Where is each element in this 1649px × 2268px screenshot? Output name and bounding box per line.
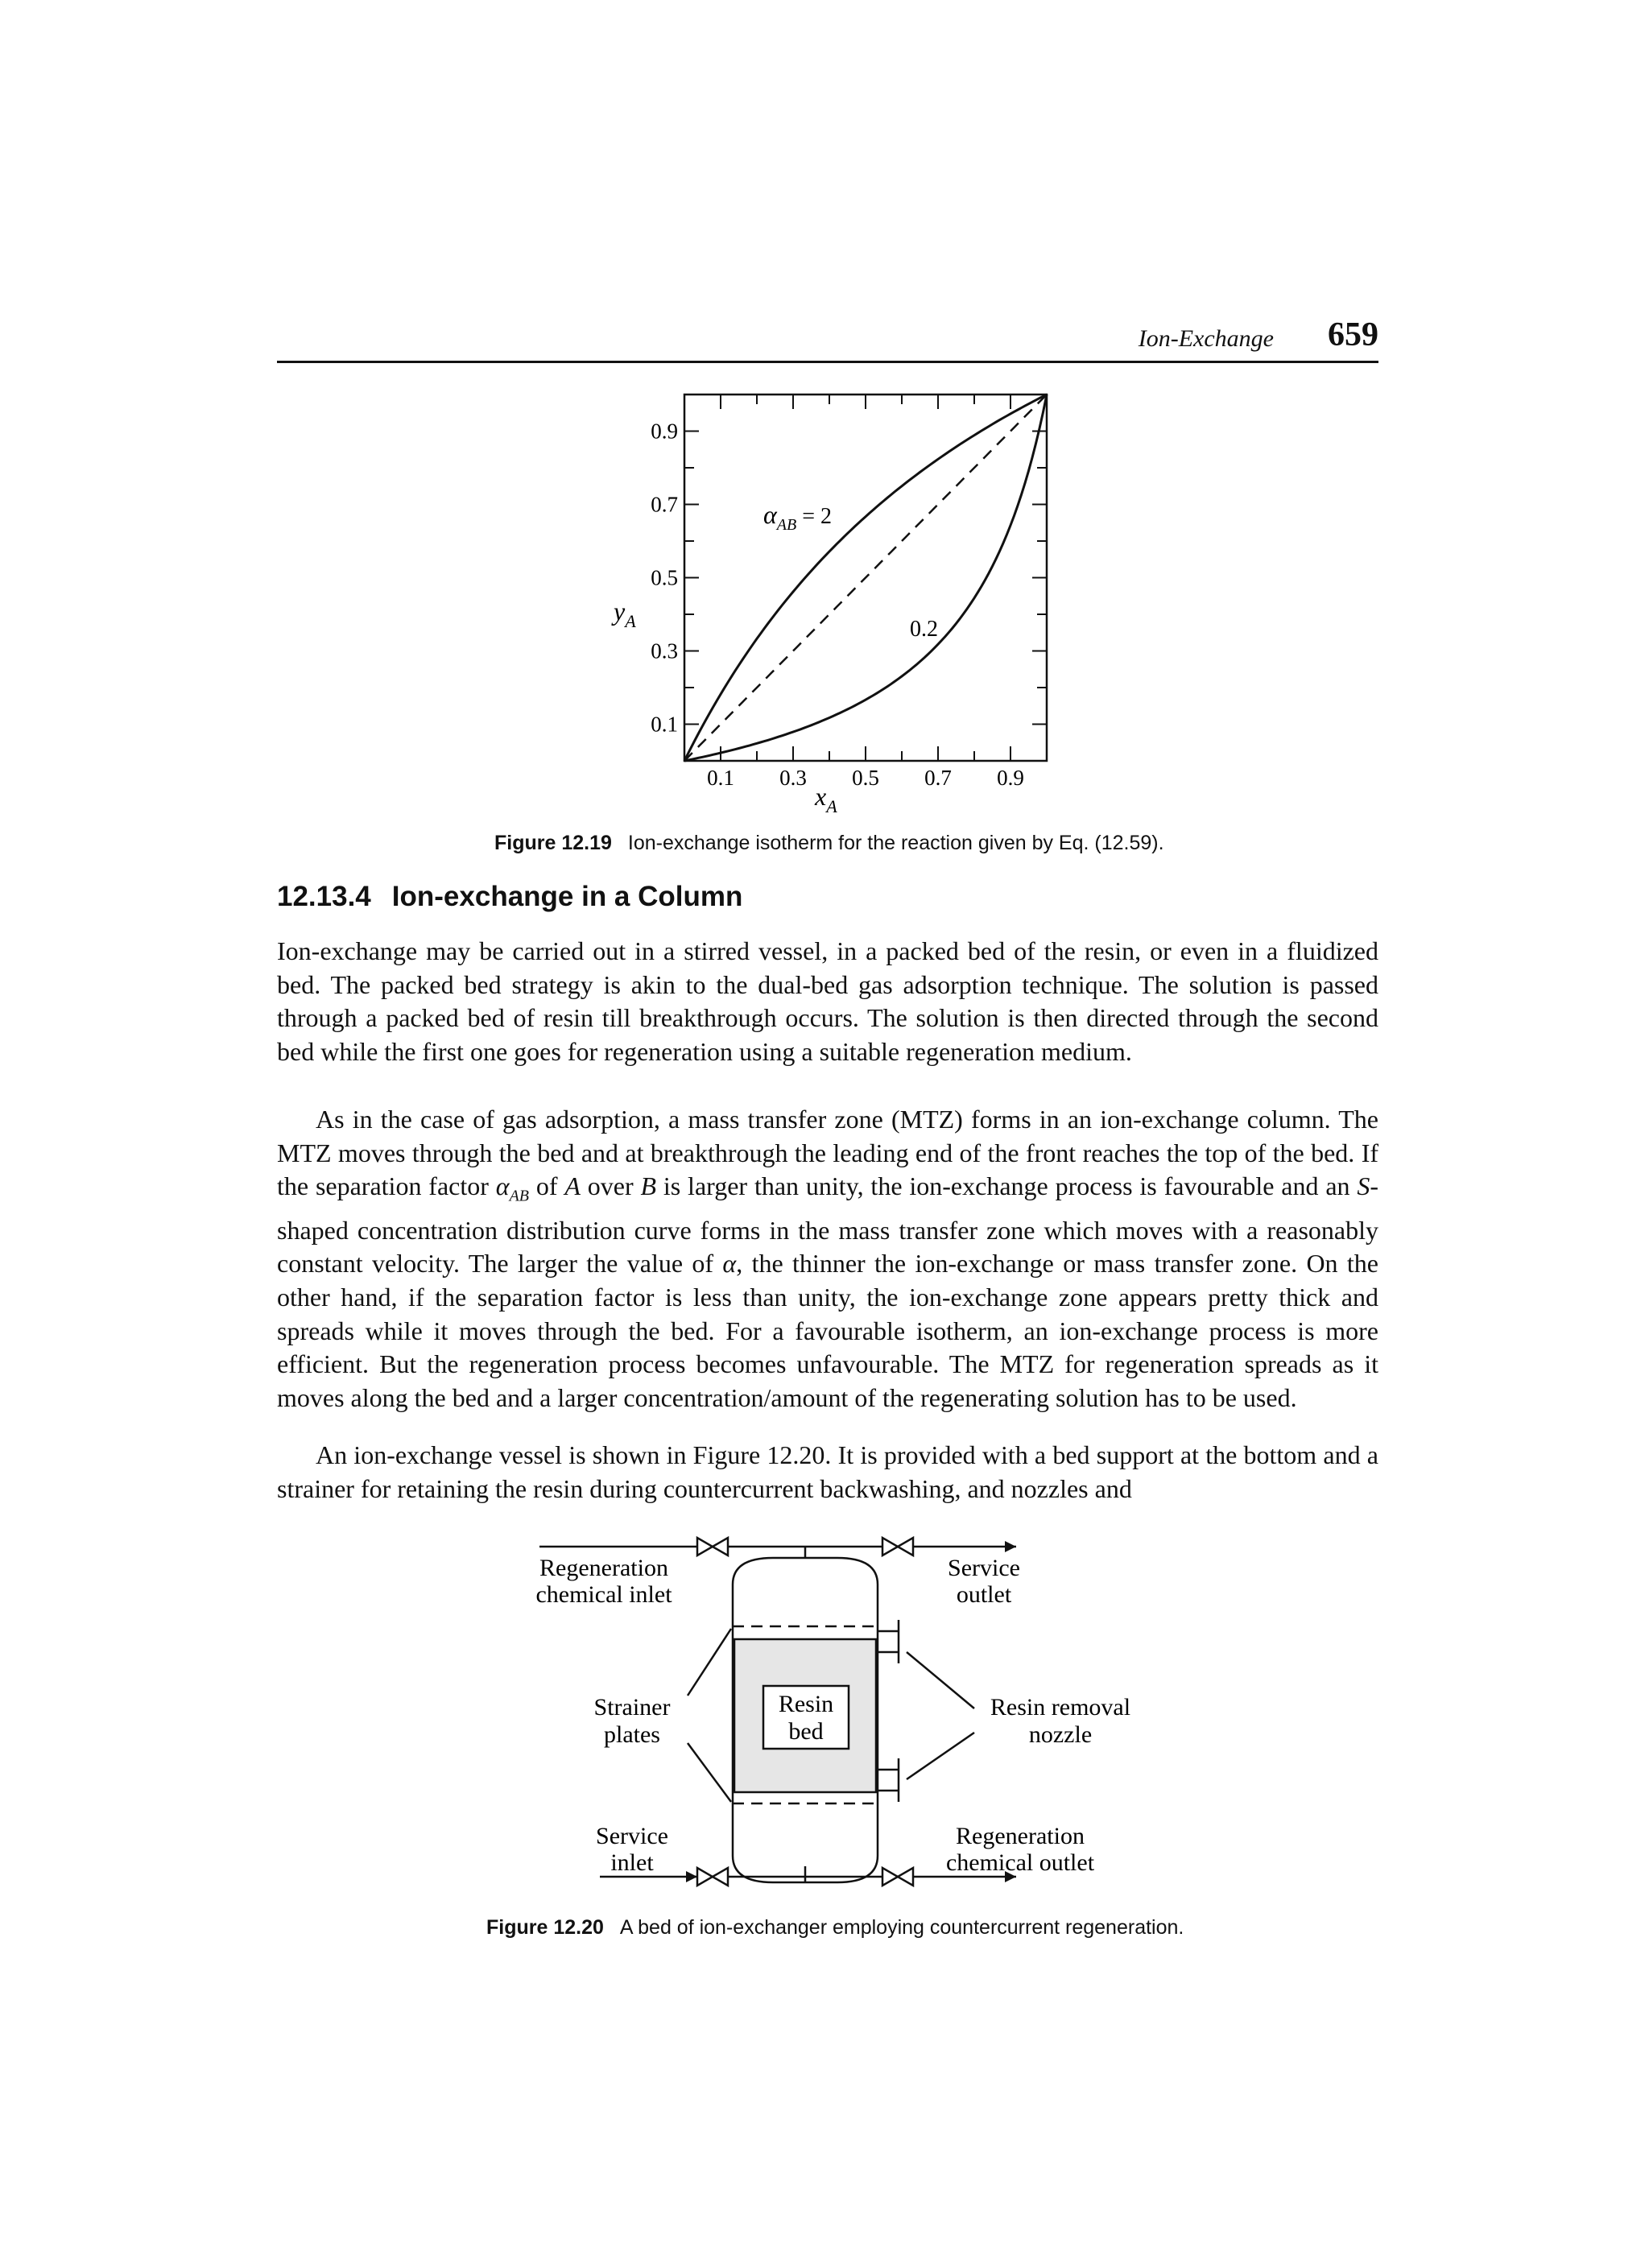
alpha-annotation: $\alpha_{AB} = 2$ (763, 500, 833, 534)
resin-removal-leader-lines (907, 1652, 974, 1779)
strainer-label-2: plates (604, 1721, 660, 1748)
x-axis-label: $x_A$ (815, 782, 837, 816)
y-tick-label: 0.5 (651, 565, 678, 590)
paragraph-1: Ion-exchange may be carried out in a stirred vessel, in a packed bed of the resin, or even in a fluidized bed. The packed bed strategy is akin to the dual-bed gas adsorption technique. The solution is passed through a packed bed of resin till breakthrough occurs. The solution is then directed through the second bed while the first one goes for regeneration using a suitable regeneration medium. (277, 936, 1378, 1067)
running-head-title: Ion-Exchange (1138, 325, 1274, 352)
y-tick-label: 0.7 (651, 492, 678, 517)
valve-bottom-right-icon (882, 1868, 913, 1886)
x-tick-label: 0.9 (997, 766, 1024, 790)
resin-removal-label-2: nozzle (1028, 1721, 1093, 1748)
y-tick-label: 0.9 (651, 419, 678, 444)
caption-label: Figure 12.19 (494, 832, 612, 854)
y-tick-label: 0.3 (651, 638, 678, 663)
y-axis-label: $y_A$ (614, 597, 636, 631)
caption-text: Ion-exchange isotherm for the reaction given by Eq. (12.59). (627, 832, 1164, 854)
valve-top-left-icon (697, 1538, 728, 1555)
x-tick-label: 0.1 (707, 766, 734, 790)
caption-text: A bed of ion-exchanger employing countercurrent regeneration. (619, 1916, 1184, 1939)
service-inlet-arrow-icon (686, 1871, 697, 1882)
resin-removal-label-1: Resin removal (990, 1694, 1131, 1721)
strainer-leader-lines (688, 1629, 731, 1802)
x-tick-label: 0.5 (852, 766, 879, 790)
x-tick-label: 0.7 (924, 766, 952, 790)
lower-side-nozzle (878, 1758, 899, 1802)
service-outlet-label-2: outlet (956, 1581, 1012, 1608)
regen-inlet-label-1: Regeneration (539, 1555, 668, 1581)
paragraph-2: As in the case of gas adsorption, a mass transfer zone (MTZ) forms in an ion-exchange column. The MTZ moves through the bed and at breakthrough the leading end of the front reaches the top of the bed. If the separation factor $\alpha_{AB}$ of A over B is larger than unity, the ion-exchange process is favourable and an S-shaped concentration distribution curve forms in the mass transfer zone which moves with a reasonably constant velocity. The larger the value of α, the thinner the ion-exchange or mass transfer zone. On the other hand, if the separation factor is less than unity, the ion-exchange zone appears pretty thick and spreads while it moves through the bed. For a favourable isotherm, an ion-exchange process is more efficient. But the regeneration process becomes unfavourable. The MTZ for regeneration spreads as it moves along the bed and a larger concentration/amount of the regenerating solution has to be used. (277, 1105, 1379, 1413)
y-tick-label: 0.1 (651, 712, 678, 737)
page-number: 659 (1328, 316, 1378, 353)
section-title: Ion-exchange in a Column (391, 881, 743, 912)
paragraph-3: An ion-exchange vessel is shown in Figure 12.20. It is provided with a bed support at the bottom and a strainer for retaining the resin during countercurrent backwashing, and nozzles and (277, 1440, 1378, 1503)
resin-bed-label-1: Resin (778, 1691, 834, 1717)
section-number: 12.13.4 (277, 881, 371, 912)
caption-label: Figure 12.20 (486, 1916, 604, 1939)
service-inlet-label-2: inlet (610, 1849, 654, 1876)
upper-side-nozzle (878, 1620, 899, 1663)
strainer-label-1: Strainer (593, 1694, 671, 1721)
regen-inlet-label-2: chemical inlet (535, 1581, 672, 1608)
service-inlet-label-1: Service (596, 1823, 668, 1849)
service-outlet-arrow-icon (1005, 1541, 1016, 1552)
figure-12-20-caption (486, 1916, 1184, 1940)
low-alpha-annotation: 0.2 (910, 617, 938, 642)
regen-outlet-label-1: Regeneration (956, 1823, 1085, 1849)
valve-bottom-left-icon (697, 1868, 728, 1886)
resin-bed-label-2: bed (788, 1718, 824, 1745)
regen-outlet-label-2: chemical outlet (945, 1849, 1095, 1876)
service-outlet-label-1: Service (948, 1555, 1020, 1581)
valve-top-right-icon (882, 1538, 913, 1555)
x-tick-label: 0.3 (779, 766, 807, 790)
